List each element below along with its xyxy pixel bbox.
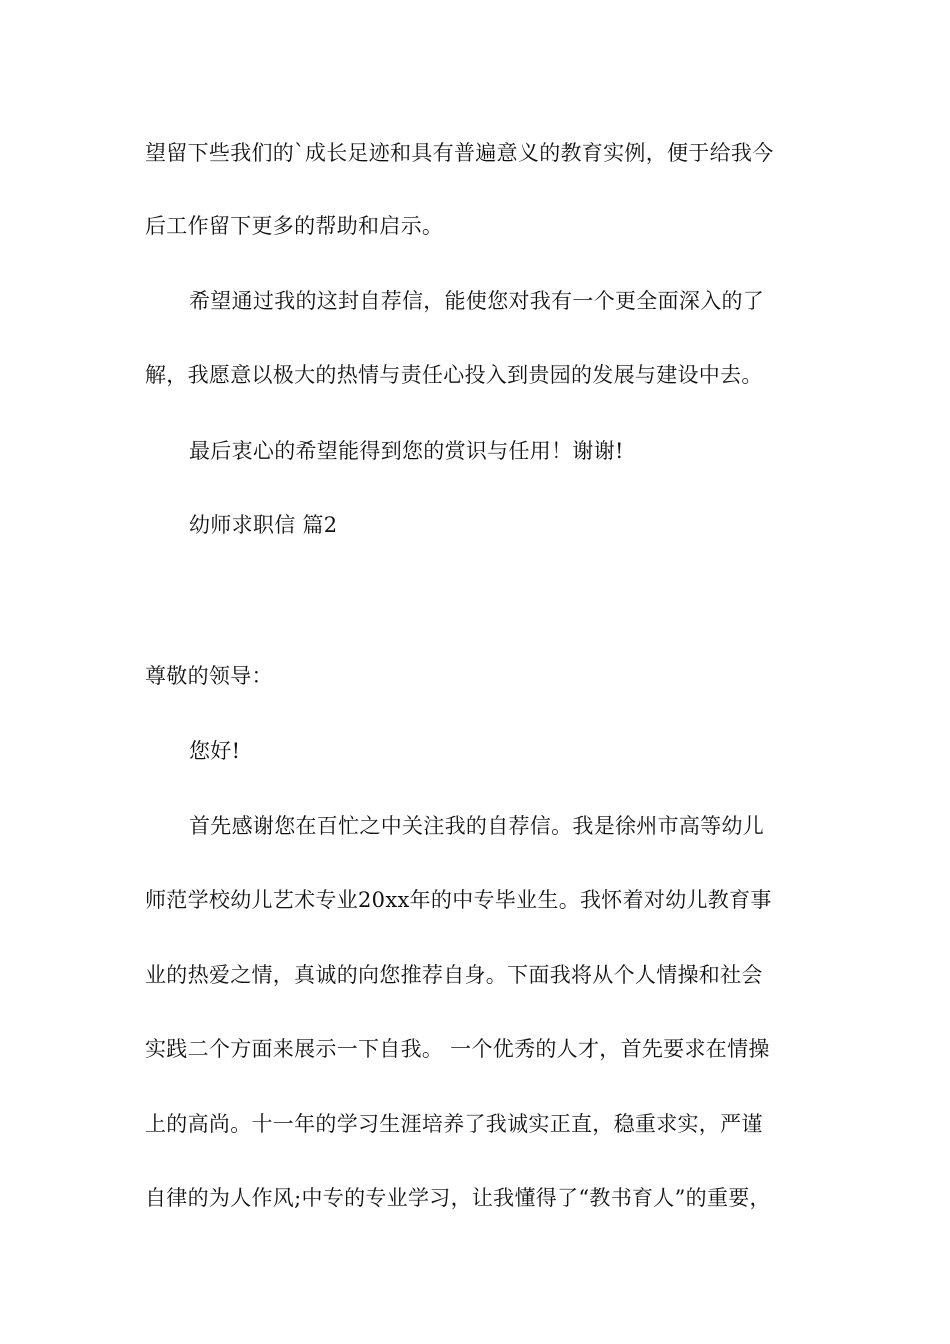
paragraph-line: 自律的为人作风;中专的专业学习，让我懂得了“教书育人”的重要， [145,1186,771,1210]
greeting: 您好! [189,739,241,763]
paragraph-line: 首先感谢您在百忙之中关注我的自荐信。我是徐州市高等幼儿 [189,814,765,838]
paragraph-line: 望留下些我们的`成长足迹和具有普遍意义的教育实例，便于给我今 [145,141,774,165]
paragraph-line: 希望通过我的这封自荐信，能使您对我有一个更全面深入的了 [189,289,765,313]
paragraph-line: 师范学校幼儿艺术专业20xx年的中专毕业生。我怀着对幼儿教育事 [145,888,772,912]
paragraph-line: 最后衷心的希望能得到您的赏识与任用！谢谢! [189,439,624,463]
paragraph-line: 业的热爱之情，真诚的向您推荐自身。下面我将从个人情操和社会 [145,963,763,987]
paragraph-line: 解，我愿意以极大的热情与责任心投入到贵园的发展与建设中去。 [145,363,763,387]
section-heading: 幼师求职信 篇2 [189,513,338,537]
paragraph-line: 后工作留下更多的帮助和启示。 [145,214,444,238]
paragraph-line: 上的高尚。十一年的学习生涯培养了我诚实正直，稳重求实，严谨 [145,1112,763,1136]
paragraph-line: 实践二个方面来展示一下自我。 一个优秀的人才，首先要求在情操 [145,1037,770,1061]
salutation: 尊敬的领导： [145,664,273,688]
